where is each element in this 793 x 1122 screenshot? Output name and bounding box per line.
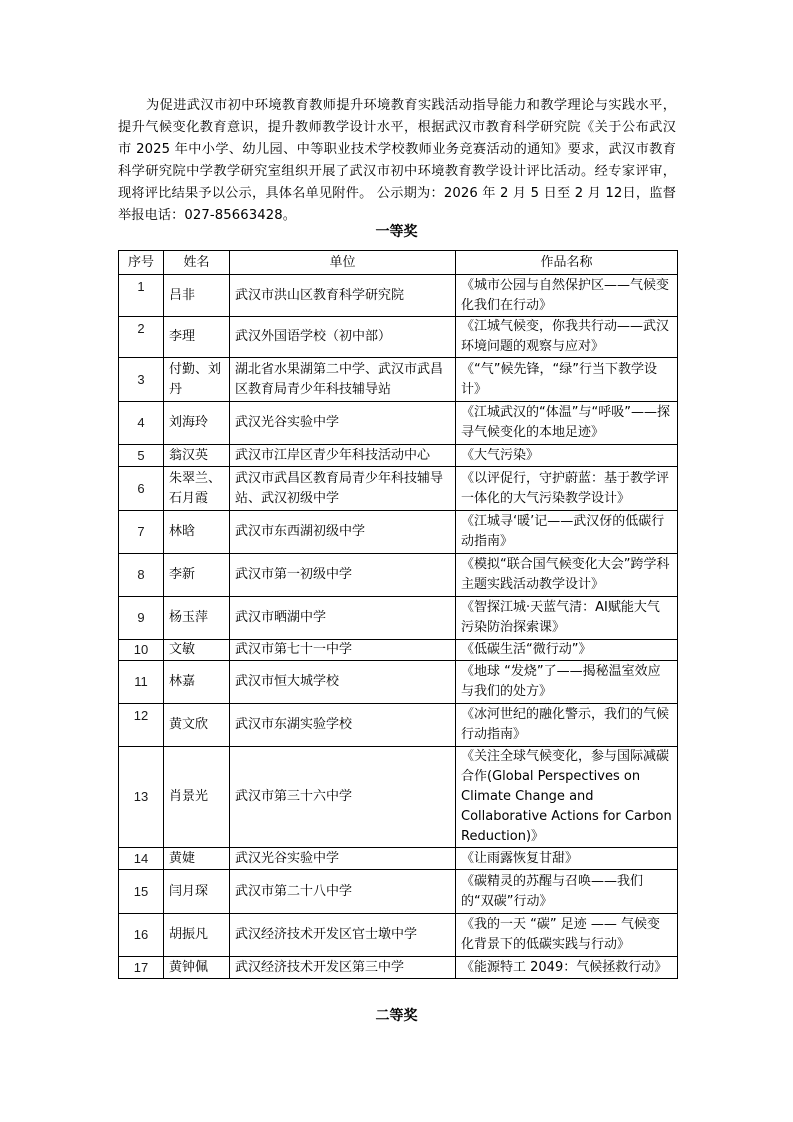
row-name: 林晗: [164, 511, 230, 554]
row-unit: 武汉市晒湖中学: [230, 597, 456, 640]
row-work: 《我的一天 “碳” 足迹 —— 气候变化背景下的低碳实践与行动》: [456, 914, 678, 957]
row-index: 4: [119, 402, 164, 445]
row-work: 《以评促行，守护蔚蓝：基于教学评一体化的大气污染教学设计》: [456, 467, 678, 511]
row-work: 《江城气候变，你我共行动——武汉环境问题的观察与应对》: [456, 317, 678, 358]
row-work: 《地球 “发烧”了——揭秘温室效应与我们的处方》: [456, 661, 678, 704]
row-unit: 武汉光谷实验中学: [230, 848, 456, 870]
row-index: 16: [119, 914, 164, 957]
row-name: 杨玉萍: [164, 597, 230, 640]
row-work: 《江城寻‘暖’记——武汉伢的低碳行动指南》: [456, 511, 678, 554]
row-unit: 武汉市第一初级中学: [230, 554, 456, 597]
row-work: 《模拟“联合国气候变化大会”跨学科主题实践活动教学设计》: [456, 554, 678, 597]
table-row: [119, 848, 678, 870]
row-unit: 武汉市恒大城学校: [230, 661, 456, 704]
row-unit: 武汉市东西湖初级中学: [230, 511, 456, 554]
row-index: 9: [119, 597, 164, 640]
row-unit: 武汉市第二十八中学: [230, 870, 456, 914]
table-header-row: [119, 251, 678, 275]
row-name: 胡振凡: [164, 914, 230, 957]
row-unit: 武汉市江岸区青少年科技活动中心: [230, 445, 456, 467]
first-prize-heading: 一等奖: [375, 224, 418, 240]
row-unit: 武汉市第三十六中学: [230, 747, 456, 848]
row-name: 李理: [164, 317, 230, 358]
first-prize-table: [118, 250, 678, 979]
row-index: 5: [119, 445, 164, 467]
row-unit: 武汉光谷实验中学: [230, 402, 456, 445]
row-work: 《江城武汉的“体温”与“呼吸”——探寻气候变化的本地足迹》: [456, 402, 678, 445]
row-work: 《城市公园与自然保护区——气候变化我们在行动》: [456, 275, 678, 317]
row-work: 《低碳生活“微行动”》: [456, 640, 678, 661]
row-unit: 武汉经济技术开发区官士墩中学: [230, 914, 456, 957]
table-row: [119, 640, 678, 661]
row-name: 付勤、刘丹: [164, 358, 230, 402]
row-unit: 武汉市洪山区教育科学研究院: [230, 275, 456, 317]
row-index: 8: [119, 554, 164, 597]
row-name: 林嘉: [164, 661, 230, 704]
second-prize-heading: 二等奖: [375, 1008, 418, 1024]
row-name: 李新: [164, 554, 230, 597]
row-index: 2: [119, 317, 164, 358]
table-row: [119, 957, 678, 979]
row-name: 闫月琛: [164, 870, 230, 914]
row-work: 《能源特工 2049：气候拯救行动》: [456, 957, 678, 979]
row-name: 文敏: [164, 640, 230, 661]
row-work: 《碳精灵的苏醒与召唤——我们的“双碳”行动》: [456, 870, 678, 914]
table-row: [119, 275, 678, 317]
row-name: 黄文欣: [164, 704, 230, 747]
header-name: 姓名: [164, 251, 230, 275]
table-row: [119, 661, 678, 704]
row-name: 翁汉英: [164, 445, 230, 467]
intro-paragraph: 为促进武汉市初中环境教育教师提升环境教育实践活动指导能力和教学理论与实践水平，提升气候变化教育意识，提升教师教学设计水平，根据武汉市教育科学研究院《关于公布武汉市 2025 年中小学、幼儿园、中等职业技术学校教师业务竞赛活动的通知》要求，武汉市教育科学研究院中学教学研究室组织开展了武汉市初中环境教育教学设计评比活动。经专家评审，现将评比结果予以公示，具体名单见附件。 公示期为：2026 年 2 月 5 日至 2 月 12日，监督举报电话：027-85663428。: [118, 98, 676, 223]
row-index: 12: [119, 704, 164, 747]
row-index: 3: [119, 358, 164, 402]
row-unit: 湖北省水果湖第二中学、武汉市武昌区教育局青少年科技辅导站: [230, 358, 456, 402]
row-unit: 武汉经济技术开发区第三中学: [230, 957, 456, 979]
row-work: 《关注全球气候变化，参与国际减碳合作(Global Perspectives on Climate Change and Collaborative Actions for Carbon Reduction)》: [456, 747, 678, 848]
row-index: 15: [119, 870, 164, 914]
header-unit: 单位: [230, 251, 456, 275]
table-row: [119, 511, 678, 554]
row-unit: 武汉外国语学校（初中部）: [230, 317, 456, 358]
row-unit: 武汉市武昌区教育局青少年科技辅导站、武汉初级中学: [230, 467, 456, 511]
table-row: [119, 402, 678, 445]
row-index: 7: [119, 511, 164, 554]
table-row: [119, 870, 678, 914]
row-name: 黄钟佩: [164, 957, 230, 979]
table-row: [119, 317, 678, 358]
header-index: 序号: [119, 251, 164, 275]
table-row: [119, 914, 678, 957]
row-name: 黄婕: [164, 848, 230, 870]
row-name: 刘海玲: [164, 402, 230, 445]
table-row: [119, 358, 678, 402]
row-work: 《让雨露恢复甘甜》: [456, 848, 678, 870]
row-index: 13: [119, 747, 164, 848]
row-index: 6: [119, 467, 164, 511]
row-work: 《大气污染》: [456, 445, 678, 467]
row-work: 《智探江城·天蓝气清：AI赋能大气污染防治探索课》: [456, 597, 678, 640]
row-name: 肖景光: [164, 747, 230, 848]
table-row: [119, 704, 678, 747]
row-unit: 武汉市东湖实验学校: [230, 704, 456, 747]
table-row: [119, 445, 678, 467]
header-work: 作品名称: [456, 251, 678, 275]
table-row: [119, 597, 678, 640]
row-index: 11: [119, 661, 164, 704]
row-name: 吕非: [164, 275, 230, 317]
row-work: 《“气”候先锋，“绿”行当下教学设计》: [456, 358, 678, 402]
row-index: 10: [119, 640, 164, 661]
row-index: 1: [119, 275, 164, 317]
row-index: 14: [119, 848, 164, 870]
row-name: 朱翠兰、石月霞: [164, 467, 230, 511]
table-row: [119, 467, 678, 511]
table-row: [119, 747, 678, 848]
row-unit: 武汉市第七十一中学: [230, 640, 456, 661]
row-index: 17: [119, 957, 164, 979]
table-row: [119, 554, 678, 597]
row-work: 《冰河世纪的融化警示，我们的气候行动指南》: [456, 704, 678, 747]
